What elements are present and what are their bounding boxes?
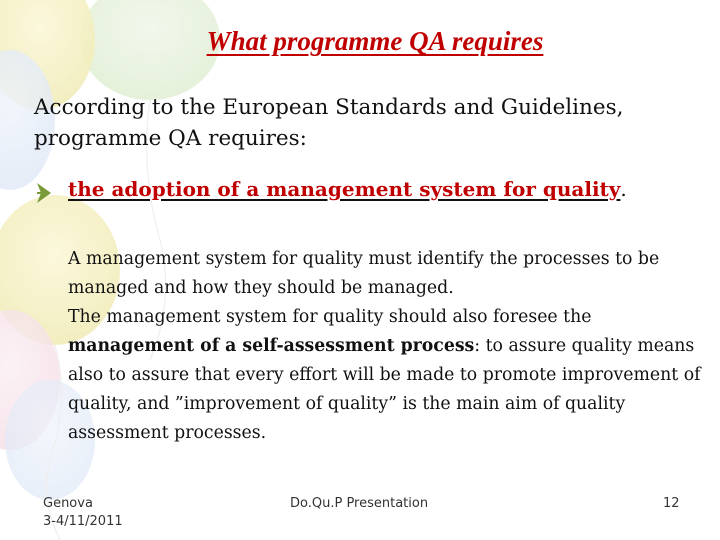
p2-after: : to assure quality means also to assure that every effort will be made to promote improvement of quality, and ”improvement of quality” is the main aim of quality assessment processes.	[68, 336, 701, 443]
body-paragraph-2	[68, 303, 708, 448]
footer-location-date	[43, 495, 123, 531]
body-text	[68, 245, 708, 448]
p2-before: The management system for quality should also foresee the	[68, 307, 592, 327]
intro-paragraph: According to the European Standards and Guidelines, programme QA requires:	[34, 95, 624, 151]
title-text: What programme QA requires	[206, 26, 544, 56]
footer-date: 3-4/11/2011	[43, 514, 123, 529]
bullet-tail: .	[620, 177, 627, 201]
p2-bold: management of a self-assessment process	[68, 336, 475, 356]
footer-location: Genova	[43, 496, 93, 511]
bullet-point	[68, 174, 668, 204]
bullet-highlight: the adoption of a management system for quality	[68, 177, 621, 201]
footer-presentation-name: Do.Qu.P Presentation	[290, 496, 429, 511]
page-number: 12	[663, 496, 680, 511]
body-paragraph-1: A management system for quality must identify the processes to be managed and how they should be managed.	[68, 249, 660, 298]
arrow-bullet-icon	[34, 181, 54, 205]
slide-title	[0, 26, 720, 57]
